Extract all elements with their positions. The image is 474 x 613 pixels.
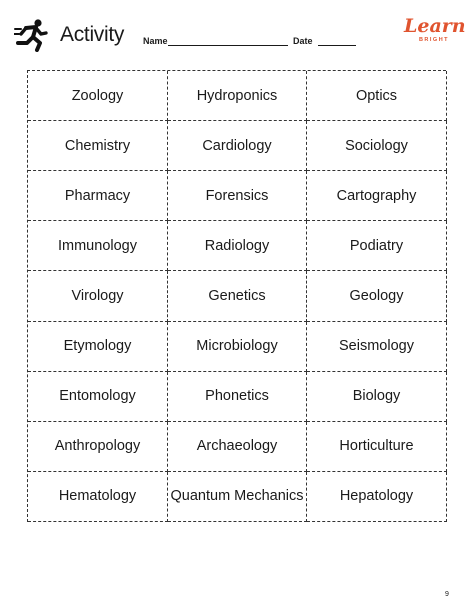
learn-bright-logo bbox=[404, 17, 464, 51]
card-microbiology: Microbiology bbox=[168, 322, 307, 372]
card-quantum-mechanics: Quantum Mechanics bbox=[168, 472, 307, 522]
card-cartography: Cartography bbox=[307, 171, 447, 221]
name-label: Name bbox=[143, 36, 168, 46]
card-phonetics: Phonetics bbox=[168, 372, 307, 422]
card-archaeology: Archaeology bbox=[168, 422, 307, 472]
card-seismology: Seismology bbox=[307, 322, 447, 372]
running-person-icon bbox=[14, 18, 48, 52]
card-horticulture: Horticulture bbox=[307, 422, 447, 472]
card-cardiology: Cardiology bbox=[168, 121, 307, 171]
card-podiatry: Podiatry bbox=[307, 221, 447, 271]
card-hematology: Hematology bbox=[28, 472, 168, 522]
card-optics: Optics bbox=[307, 71, 447, 121]
date-field[interactable] bbox=[318, 45, 356, 46]
card-chemistry: Chemistry bbox=[28, 121, 168, 171]
card-sociology: Sociology bbox=[307, 121, 447, 171]
card-anthropology: Anthropology bbox=[28, 422, 168, 472]
card-radiology: Radiology bbox=[168, 221, 307, 271]
card-geology: Geology bbox=[307, 271, 447, 321]
name-field[interactable] bbox=[168, 45, 288, 46]
page-title: Activity bbox=[60, 23, 125, 46]
card-grid bbox=[27, 70, 446, 522]
card-forensics: Forensics bbox=[168, 171, 307, 221]
card-pharmacy: Pharmacy bbox=[28, 171, 168, 221]
card-entomology: Entomology bbox=[28, 372, 168, 422]
logo-word: Learn bbox=[404, 15, 466, 37]
date-label: Date bbox=[293, 36, 313, 46]
card-virology: Virology bbox=[28, 271, 168, 321]
page-number: 9 bbox=[445, 591, 449, 598]
logo-subtitle: BRIGHT bbox=[418, 37, 450, 43]
card-genetics: Genetics bbox=[168, 271, 307, 321]
card-etymology: Etymology bbox=[28, 322, 168, 372]
card-biology: Biology bbox=[307, 372, 447, 422]
card-hydroponics: Hydroponics bbox=[168, 71, 307, 121]
card-hepatology: Hepatology bbox=[307, 472, 447, 522]
card-zoology: Zoology bbox=[28, 71, 168, 121]
page-header bbox=[0, 0, 474, 60]
card-immunology: Immunology bbox=[28, 221, 168, 271]
